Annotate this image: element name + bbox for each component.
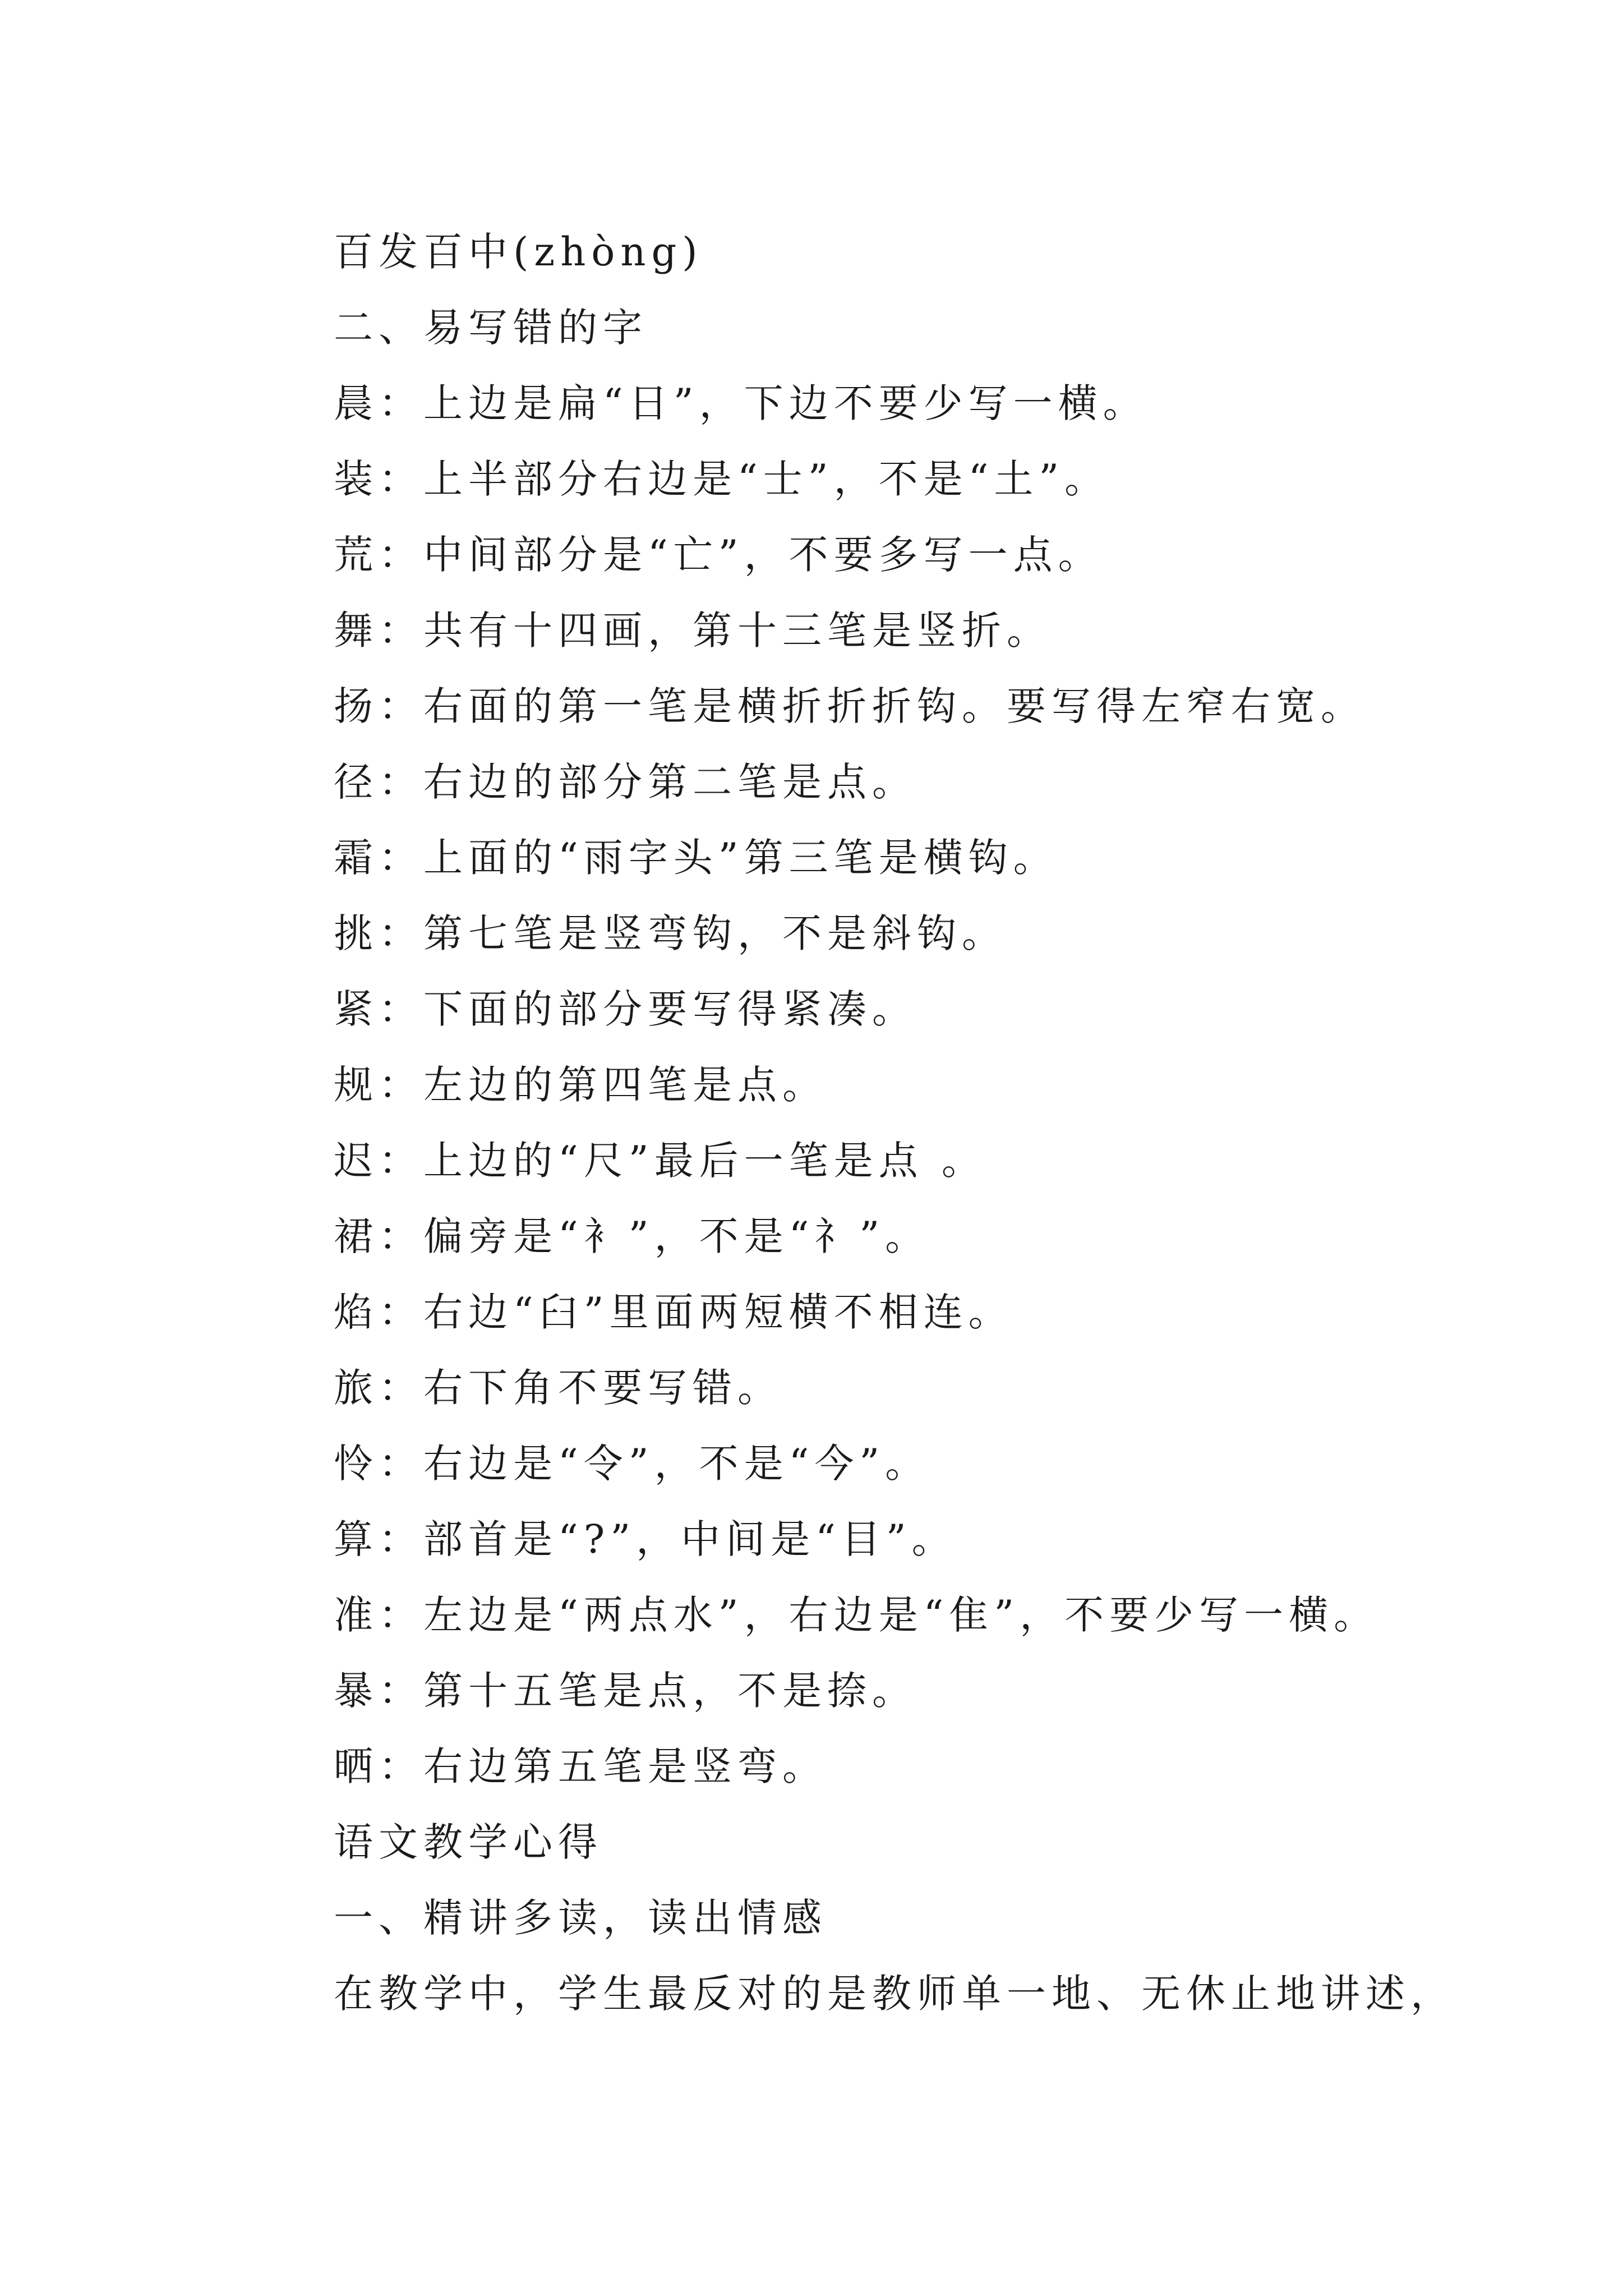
section-heading-teaching-notes: 语文教学心得 bbox=[334, 1819, 603, 1865]
text-line-jin: 紧：下面的部分要写得紧凑。 bbox=[334, 986, 917, 1032]
section-heading-error-prone-chars: 二、易写错的字 bbox=[334, 305, 648, 351]
subsection-heading-read-more: 一、精讲多读，读出情感 bbox=[334, 1895, 827, 1941]
text-line-zhun: 准：左边是“两点水”，右边是“隹”，不要少写一横。 bbox=[334, 1592, 1379, 1638]
text-line-wu: 舞：共有十四画，第十三笔是竖折。 bbox=[334, 608, 1052, 654]
text-line-shai: 晒：右边第五笔是竖弯。 bbox=[334, 1743, 827, 1789]
text-line-chi: 迟：上边的“尺”最后一笔是点 。 bbox=[334, 1138, 986, 1184]
text-line-tiao: 挑：第七笔是竖弯钩，不是斜钩。 bbox=[334, 910, 1007, 956]
text-line-gui: 规：左边的第四笔是点。 bbox=[334, 1062, 827, 1108]
text-line-jing: 径：右边的部分第二笔是点。 bbox=[334, 759, 917, 805]
text-line-qun: 裙：偏旁是“衤”，不是“礻”。 bbox=[334, 1213, 930, 1259]
text-line-suan: 算：部首是“?”，中间是“目”。 bbox=[334, 1516, 957, 1562]
text-line-lv: 旅：右下角不要写错。 bbox=[334, 1365, 782, 1411]
document-body bbox=[334, 214, 1596, 2032]
text-line-yan: 焰：右边“臼”里面两短横不相连。 bbox=[334, 1289, 1013, 1335]
text-line-lian: 怜：右边是“令”，不是“今”。 bbox=[334, 1441, 930, 1487]
text-line-shuang: 霜：上面的“雨字头”第三笔是横钩。 bbox=[334, 835, 1058, 881]
text-line-yang: 扬：右面的第一笔是横折折折钩。要写得左窄右宽。 bbox=[334, 683, 1366, 729]
text-line-huang: 荒：中间部分是“亡”，不要多写一点。 bbox=[334, 532, 1103, 578]
paragraph-line: 在教学中，学生最反对的是教师单一地、无休止地讲述， bbox=[334, 1971, 1455, 2017]
text-line-bao: 暴：第十五笔是点，不是捺。 bbox=[334, 1668, 917, 1714]
text-line-zhuang: 装：上半部分右边是“士”，不是“土”。 bbox=[334, 456, 1110, 502]
text-line-chen: 晨：上边是扁“日”，下边不要少写一横。 bbox=[334, 380, 1148, 426]
text-line-heading-pinyin: 百发百中(zhòng) bbox=[334, 229, 703, 275]
